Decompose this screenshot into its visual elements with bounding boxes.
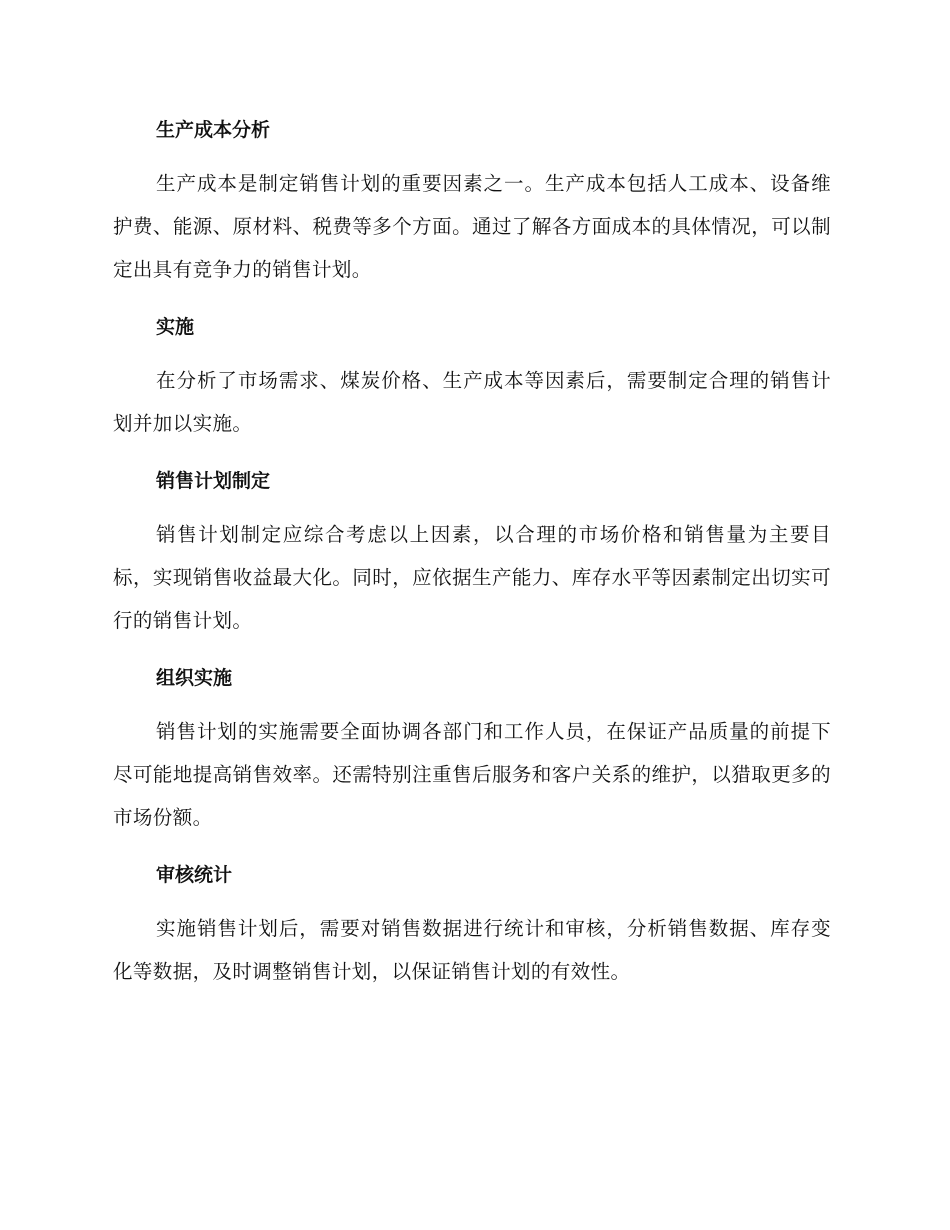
section-paragraph-sales-plan: 销售计划制定应综合考虑以上因素，以合理的市场价格和销售量为主要目标，实现销售收益最大化。同时，应依据生产能力、库存水平等因素制定出切实可行的销售计划。 [113,523,831,632]
section-paragraph-production-cost: 生产成本是制定销售计划的重要因素之一。生产成本包括人工成本、设备维护费、能源、原材料、税费等多个方面。通过了解各方面成本的具体情况，可以制定出具有竞争力的销售计划。 [113,172,831,281]
section-heading-organization: 组织实施 [156,667,233,689]
section-heading-audit-statistics: 审核统计 [156,864,233,886]
section-heading-production-cost: 生产成本分析 [156,119,271,141]
section-heading-implementation: 实施 [156,316,195,338]
section-paragraph-audit-statistics: 实施销售计划后，需要对销售数据进行统计和审核，分析销售数据、库存变化等数据，及时调整销售计划，以保证销售计划的有效性。 [113,917,831,983]
section-heading-sales-plan: 销售计划制定 [156,470,271,492]
section-paragraph-organization: 销售计划的实施需要全面协调各部门和工作人员，在保证产品质量的前提下尽可能地提高销售效率。还需特别注重售后服务和客户关系的维护，以猎取更多的市场份额。 [113,720,831,829]
document-page [113,114,831,993]
section-paragraph-implementation: 在分析了市场需求、煤炭价格、生产成本等因素后，需要制定合理的销售计划并加以实施。 [113,369,831,435]
